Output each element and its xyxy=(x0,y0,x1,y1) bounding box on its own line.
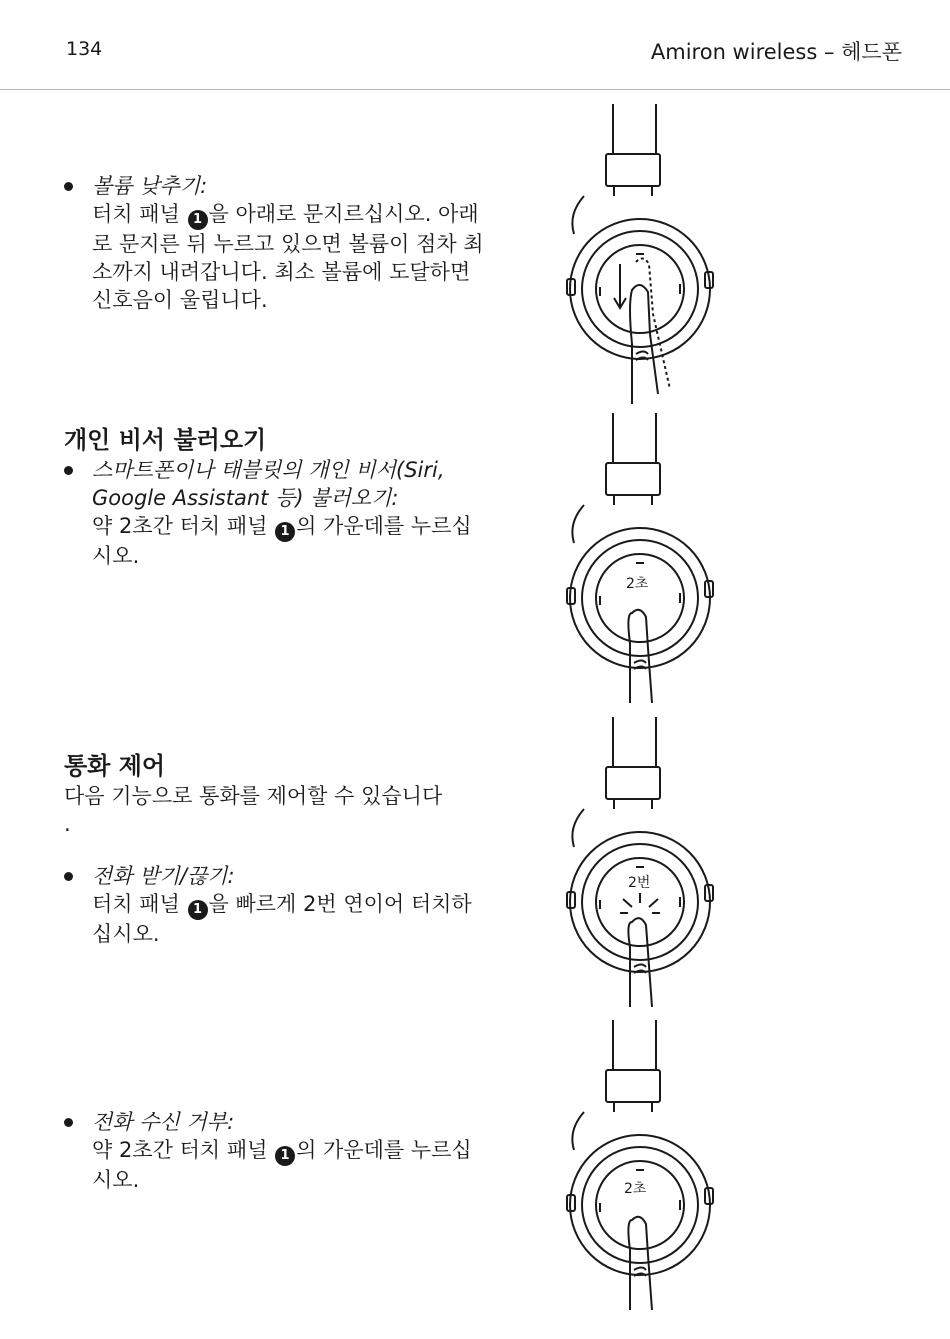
headphone-double-tap-icon xyxy=(548,717,738,1017)
touch-panel-ref-badge: 1 xyxy=(275,1146,295,1166)
assistant-section xyxy=(64,424,484,570)
bullet-reject xyxy=(64,1108,484,1194)
bullet-dot xyxy=(64,1118,73,1127)
touch-panel-ref-badge: 1 xyxy=(188,210,208,230)
bullet-body: 약 2초간 터치 패널 1 의 가운데를 누르십시오. xyxy=(92,514,472,568)
bullet-dot xyxy=(64,872,73,881)
volume-down-section xyxy=(64,172,484,314)
bullet-dot xyxy=(64,466,73,475)
bullet-dot xyxy=(64,182,73,191)
bullet-body: 터치 패널 1 을 빠르게 2번 연이어 터치하십시오. xyxy=(92,892,472,946)
bullet-title: 볼륨 낮추기: xyxy=(92,174,208,198)
figure-label: 2초 xyxy=(626,576,649,592)
bullet-body: 약 2초간 터치 패널 1 의 가운데를 누르십시오. xyxy=(92,1138,472,1192)
bullet-answer-end xyxy=(64,862,484,948)
bullet-title: 스마트폰이나 태블릿의 개인 비서(Siri, Google Assistant 등) 불러오기: xyxy=(92,458,445,510)
answer-end-section xyxy=(64,862,484,948)
headphone-swipe-down-icon xyxy=(548,104,738,404)
figure-label: 2번 xyxy=(628,875,651,891)
header-divider xyxy=(0,89,950,90)
reject-section xyxy=(64,1108,484,1194)
calls-section xyxy=(64,750,484,838)
figure-label: 2초 xyxy=(624,1181,647,1197)
bullet-title: 전화 받기/끊기: xyxy=(92,864,235,888)
headphone-press-hold-icon xyxy=(548,413,738,713)
headphone-press-hold-icon xyxy=(548,1020,738,1320)
section-intro-trail: . xyxy=(64,812,71,836)
section-heading: 개인 비서 불러오기 xyxy=(64,426,267,454)
touch-panel-ref-badge: 1 xyxy=(275,522,295,542)
bullet-assistant xyxy=(64,456,484,570)
bullet-title: 전화 수신 거부: xyxy=(92,1110,235,1134)
running-title: Amiron wireless – 헤드폰 xyxy=(650,40,902,64)
section-heading: 통화 제어 xyxy=(64,752,166,780)
bullet-body: 터치 패널 1 을 아래로 문지르십시오. 아래로 문지른 뒤 누르고 있으면 볼륨이 점차 최소까지 내려갑니다. 최소 볼륨에 도달하면 신호음이 울립니다. xyxy=(92,202,484,312)
bullet-volume-down xyxy=(64,172,484,314)
page-number: 134 xyxy=(66,38,103,60)
section-intro: 다음 기능으로 통화를 제어할 수 있습니다 xyxy=(64,784,443,808)
touch-panel-ref-badge: 1 xyxy=(188,900,208,920)
